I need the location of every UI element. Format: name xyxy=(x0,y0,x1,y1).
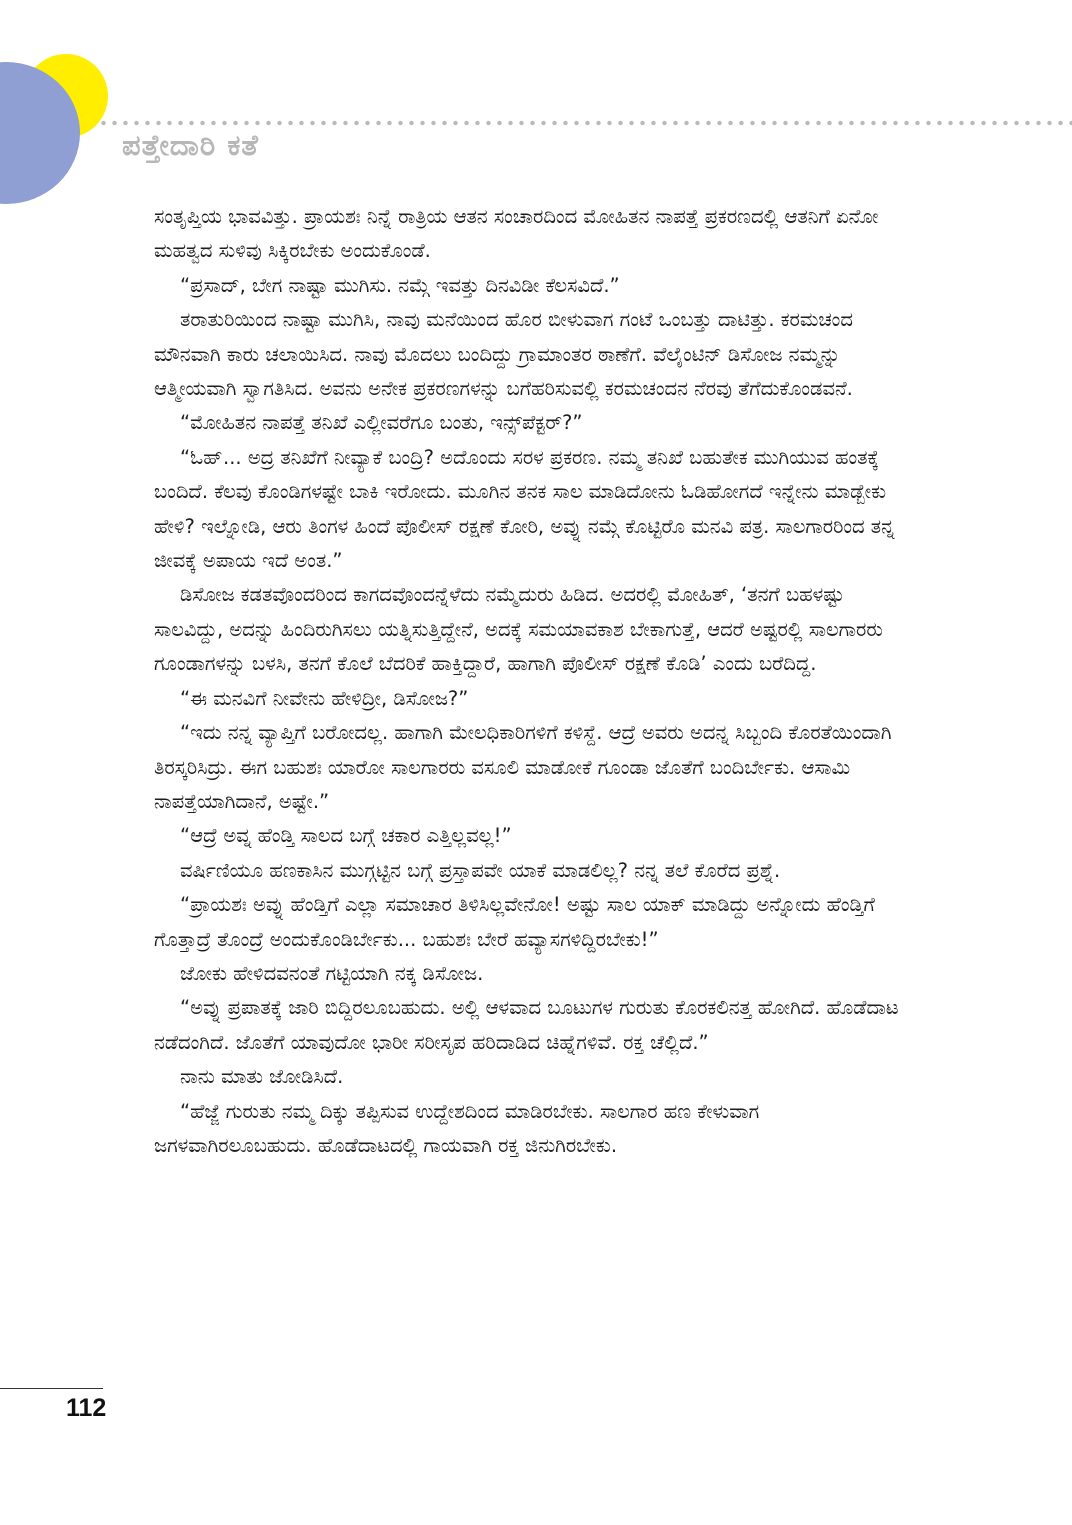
paragraph: “ಮೋಹಿತನ ನಾಪತ್ತೆ ತನಿಖೆ ಎಲ್ಲೀವರೆಗೂ ಬಂತು, ಇನ್ಸ್‌ಪೆಕ್ಟರ್?” xyxy=(180,411,583,435)
dotted-header-rule xyxy=(98,120,1072,126)
section-title: ಪತ್ತೇದಾರಿ ಕತೆ xyxy=(122,128,259,162)
paragraph: ಡಿಸೋಜ ಕಡತವೊಂದರಿಂದ ಕಾಗದವೊಂದನ್ನೆಳೆದು ನಮ್ಮೆದುರು ಹಿಡಿದ. ಅದರಲ್ಲಿ ಮೋಹಿತ್, ‘ತನಗೆ ಬಹಳಷ್ಟು ಸಾಲವಿದ್ದು, ಅದನ್ನು ಹಿಂದಿರುಗಿಸಲು ಯತ್ನಿಸುತ್ತಿದ್ದೇನೆ, ಅದಕ್ಕೆ ಸಮಯಾವಕಾಶ ಬೇಕಾಗುತ್ತೆ, ಆದರೆ ಅಷ್ಟರಲ್ಲಿ ಸಾಲಗಾರರು ಗೂಂಡಾಗಳನ್ನು ಬಳಸಿ, ತನಗೆ ಕೊಲೆ ಬೆದರಿಕೆ ಹಾಕ್ತಿದ್ದಾರೆ, ಹಾಗಾಗಿ ಪೊಲೀಸ್ ರಕ್ಷಣೆ ಕೊಡಿ’ ಎಂದು ಬರೆದಿದ್ದ. xyxy=(154,583,883,676)
paragraph: “ಪ್ರಾಯಶಃ ಅವ್ನು ಹೆಂಡ್ತಿಗೆ ಎಲ್ಲಾ ಸಮಾಚಾರ ತಿಳಿಸಿಲ್ಲವೇನೋ! ಅಷ್ಟು ಸಾಲ ಯಾಕ್ ಮಾಡಿದ್ದು ಅನ್ನೋದು ಹೆಂಡ್ತಿಗೆ ಗೊತ್ತಾದ್ರೆ ತೊಂದ್ರೆ ಅಂದುಕೊಂಡಿರ್ಬೇಕು... ಬಹುಶಃ ಬೇರೆ ಹವ್ಯಾಸಗಳಿದ್ದಿರಬೇಕು!” xyxy=(154,893,875,951)
paragraph: “ಈ ಮನವಿಗೆ ನೀವೇನು ಹೇಳಿದ್ರೀ, ಡಿಸೋಜ?” xyxy=(180,686,469,710)
page-number-rule xyxy=(0,1388,103,1389)
paragraph: “ಅವ್ನು ಪ್ರಪಾತಕ್ಕೆ ಜಾರಿ ಬಿದ್ದಿರಲೂಬಹುದು. ಅಲ್ಲಿ ಆಳವಾದ ಬೂಟುಗಳ ಗುರುತು ಕೊರಕಲಿನತ್ತ ಹೋಗಿದೆ. ಹೊಡೆದಾಟ ನಡೆದಂಗಿದೆ. ಜೊತೆಗೆ ಯಾವುದೋ ಭಾರೀ ಸರೀಸೃಪ ಹರಿದಾಡಿದ ಚಿಹ್ನೆಗಳಿವೆ. ರಕ್ತ ಚೆಲ್ಲಿದೆ.” xyxy=(154,996,899,1054)
paragraph: ಜೋಕು ಹೇಳಿದವನಂತೆ ಗಟ್ಟಿಯಾಗಿ ನಕ್ಕ ಡಿಸೋಜ. xyxy=(180,961,484,985)
paragraph: ಸಂತೃಪ್ತಿಯ ಭಾವವಿತ್ತು. ಪ್ರಾಯಶಃ ನಿನ್ನೆ ರಾತ್ರಿಯ ಆತನ ಸಂಚಾರದಿಂದ ಮೋಹಿತನ ನಾಪತ್ತೆ ಪ್ರಕರಣದಲ್ಲಿ ಆತನಿಗೆ ಏನೋ ಮಹತ್ವದ ಸುಳಿವು ಸಿಕ್ಕಿರಬೇಕು ಅಂದುಕೊಂಡೆ. xyxy=(154,205,879,263)
story-body xyxy=(154,200,910,1163)
paragraph: “ಆದ್ರೆ ಅವ್ನ ಹೆಂಡ್ತಿ ಸಾಲದ ಬಗ್ಗೆ ಚಕಾರ ಎತ್ತಿಲ್ಲವಲ್ಲ!” xyxy=(180,824,512,848)
paragraph: ತರಾತುರಿಯಿಂದ ನಾಷ್ಟಾ ಮುಗಿಸಿ, ನಾವು ಮನೆಯಿಂದ ಹೊರ ಬೀಳುವಾಗ ಗಂಟೆ ಒಂಬತ್ತು ದಾಟಿತ್ತು. ಕರಮಚಂದ ಮೌನವಾಗಿ ಕಾರು ಚಲಾಯಿಸಿದ. ನಾವು ಮೊದಲು ಬಂದಿದ್ದು ಗ್ರಾಮಾಂತರ ಠಾಣೆಗೆ. ವೆಲೈಂಟಿನ್ ಡಿಸೋಜ ನಮ್ಮನ್ನು ಆತ್ಮೀಯವಾಗಿ ಸ್ವಾಗತಿಸಿದ. ಅವನು ಅನೇಕ ಪ್ರಕರಣಗಳನ್ನು ಬಗೆಹರಿಸುವಲ್ಲಿ ಕರಮಚಂದನ ನೆರವು ತೆಗೆದುಕೊಂಡವನೆ. xyxy=(154,308,853,401)
paragraph: “ಓಹ್... ಅದ್ರ ತನಿಖೆಗೆ ನೀವ್ಯಾಕೆ ಬಂದ್ರಿ? ಅದೊಂದು ಸರಳ ಪ್ರಕರಣ. ನಮ್ಮ ತನಿಖೆ ಬಹುತೇಕ ಮುಗಿಯುವ ಹಂತಕ್ಕೆ ಬಂದಿದೆ. ಕೆಲವು ಕೊಂಡಿಗಳಷ್ಟೇ ಬಾಕಿ ಇರೋದು. ಮೂಗಿನ ತನಕ ಸಾಲ ಮಾಡಿದೋನು ಓಡಿಹೋಗದೆ ಇನ್ನೇನು ಮಾಡ್ಬೇಕು ಹೇಳಿ? ಇಲ್ನೋಡಿ, ಆರು ತಿಂಗಳ ಹಿಂದೆ ಪೊಲೀಸ್ ರಕ್ಷಣೆ ಕೋರಿ, ಅವ್ನು ನಮ್ಗೆ ಕೊಟ್ಟಿರೊ ಮನವಿ ಪತ್ರ. ಸಾಲಗಾರರಿಂದ ತನ್ನ ಜೀವಕ್ಕೆ ಅಪಾಯ ಇದೆ ಅಂತ.” xyxy=(154,445,895,573)
paragraph: “ಪ್ರಸಾದ್, ಬೇಗ ನಾಷ್ಟಾ ಮುಗಿಸು. ನಮ್ಗೆ ಇವತ್ತು ದಿನವಿಡೀ ಕೆಲಸವಿದೆ.” xyxy=(180,273,620,297)
paragraph: “ಹೆಜ್ಜೆ ಗುರುತು ನಮ್ಮ ದಿಕ್ಕು ತಪ್ಪಿಸುವ ಉದ್ದೇಶದಿಂದ ಮಾಡಿರಬೇಕು. ಸಾಲಗಾರ ಹಣ ಕೇಳುವಾಗ ಜಗಳವಾಗಿರಲೂಬಹುದು. ಹೊಡೆದಾಟದಲ್ಲಿ ಗಾಯವಾಗಿ ರಕ್ತ ಜಿನುಗಿರಬೇಕು. xyxy=(154,1099,760,1157)
page-number: 112 xyxy=(66,1394,107,1422)
paragraph: “ಇದು ನನ್ನ ವ್ಯಾಪ್ತಿಗೆ ಬರೋದಲ್ಲ. ಹಾಗಾಗಿ ಮೇಲಧಿಕಾರಿಗಳಿಗೆ ಕಳಿಸ್ದೆ. ಆದ್ರೆ ಅವರು ಅದನ್ನ ಸಿಬ್ಬಂದಿ ಕೊರತೆಯಿಂದಾಗಿ ತಿರಸ್ಕರಿಸಿದ್ರು. ಈಗ ಬಹುಶಃ ಯಾರೋ ಸಾಲಗಾರರು ವಸೂಲಿ ಮಾಡೋಕೆ ಗೂಂಡಾ ಜೊತೆಗೆ ಬಂದಿರ್ಬೇಕು. ಆಸಾಮಿ ನಾಪತ್ತೆಯಾಗಿದಾನೆ, ಅಷ್ಟೇ.” xyxy=(154,721,892,813)
paragraph: ವರ್ಷಿಣಿಯೂ ಹಣಕಾಸಿನ ಮುಗ್ಗಟ್ಟಿನ ಬಗ್ಗೆ ಪ್ರಸ್ತಾಪವೇ ಯಾಕೆ ಮಾಡಲಿಲ್ಲ? ನನ್ನ ತಲೆ ಕೊರೆದ ಪ್ರಶ್ನೆ. xyxy=(180,858,781,882)
paragraph: ನಾನು ಮಾತು ಜೋಡಿಸಿದೆ. xyxy=(180,1065,344,1089)
